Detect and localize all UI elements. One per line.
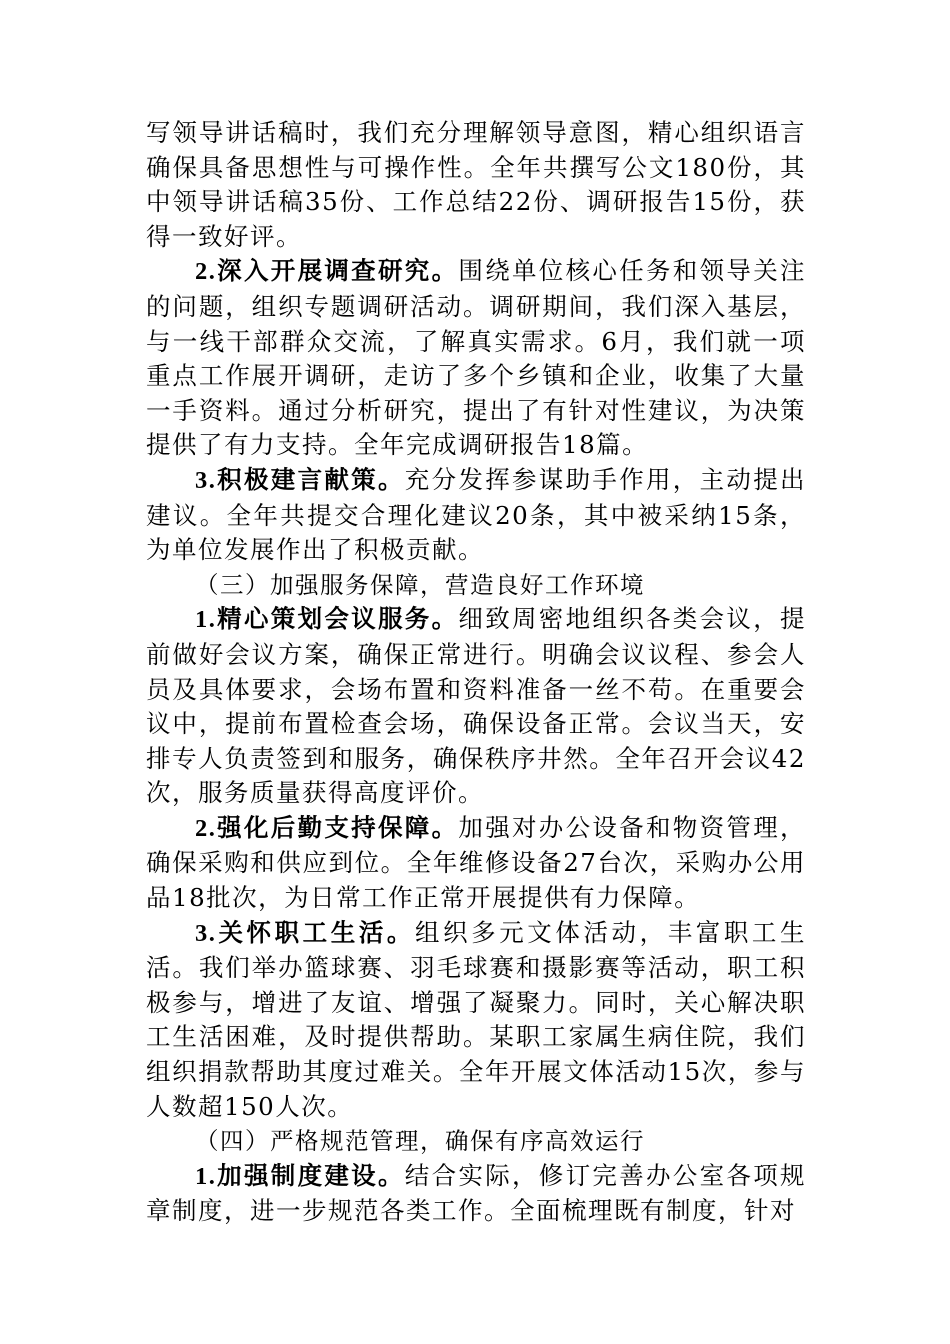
document-page <box>146 116 806 1229</box>
paragraph-text: 结合实际，修订完善办公室各项规章制度，进一步规范各类工作。全面梳理既有制度，针对 <box>146 1160 807 1226</box>
paragraph-logistics <box>146 811 806 916</box>
item-number: 1. <box>195 1162 217 1190</box>
paragraph-text: 围绕单位核心任务和领导关注的问题，组织专题调研活动。调研期间，我们深入基层，与一线干部群众交流，了解真实需求。6月，我们就一项重点工作展开调研，走访了多个乡镇和企业，收集了大量一手资料。通过分析研究，提出了有针对性建议，为决策提供了有力支持。全年完成调研报告18篇。 <box>146 256 807 460</box>
item-lead-title: 积极建言献策。 <box>216 464 405 494</box>
section-heading-management: （四）严格规范管理，确保有序高效运行 <box>195 1127 645 1156</box>
item-number: 2. <box>195 258 217 286</box>
item-lead-title: 强化后勤支持保障。 <box>216 812 459 842</box>
paragraph-investigation-research <box>146 254 806 463</box>
item-number: 3. <box>195 466 217 494</box>
paragraph-text: 写领导讲话稿时，我们充分理解领导意图，精心组织语言确保具备思想性与可操作性。全年共撰写公文180份，其中领导讲话稿35份、工作总结22份、调研报告15份，获得一致好评。 <box>146 118 806 251</box>
item-number: 2. <box>195 814 217 842</box>
item-lead-title: 精心策划会议服务。 <box>216 604 459 634</box>
item-lead-title: 加强制度建设。 <box>216 1160 405 1190</box>
item-lead-title: 深入开展调查研究。 <box>216 256 459 286</box>
paragraph-suggestions <box>146 463 806 568</box>
paragraph-text: 细致周密地组织各类会议，提前做好会议方案，确保正常进行。明确会议议程、参会人员及具体要求，会场布置和资料准备一丝不苟。在重要会议中，提前布置检查会场，确保设备正常。会议当天，安排专人负责签到和服务，确保秩序井然。全年召开会议42次，服务质量获得高度评价。 <box>146 604 807 808</box>
paragraph-institution-building <box>146 1159 806 1229</box>
paragraph-text: 组织多元文体活动，丰富职工生活。我们举办篮球赛、羽毛球赛和摄影赛等活动，职工积极参与，增进了友谊、增强了凝聚力。同时，关心解决职工生活困难，及时提供帮助。某职工家属生病住院，我们组织捐款帮助其度过难关。全年开展文体活动15次，参与人数超150人次。 <box>146 917 807 1121</box>
paragraph-text: 加强对办公设备和物资管理，确保采购和供应到位。全年维修设备27台次，采购办公用品18批次，为日常工作正常开展提供有力保障。 <box>146 812 807 913</box>
paragraph-continuation <box>146 116 806 254</box>
item-number: 3. <box>195 919 217 947</box>
paragraph-meeting-service <box>146 602 806 811</box>
item-lead-title: 关怀职工生活。 <box>216 917 415 947</box>
item-number: 1. <box>195 606 217 634</box>
paragraph-text: 充分发挥参谋助手作用，主动提出建议。全年共提交合理化建议20条，其中被采纳15条，为单位发展作出了积极贡献。 <box>146 464 807 565</box>
section-heading-service: （三）加强服务保障，营造良好工作环境 <box>195 570 645 599</box>
paragraph-staff-care <box>146 916 806 1125</box>
